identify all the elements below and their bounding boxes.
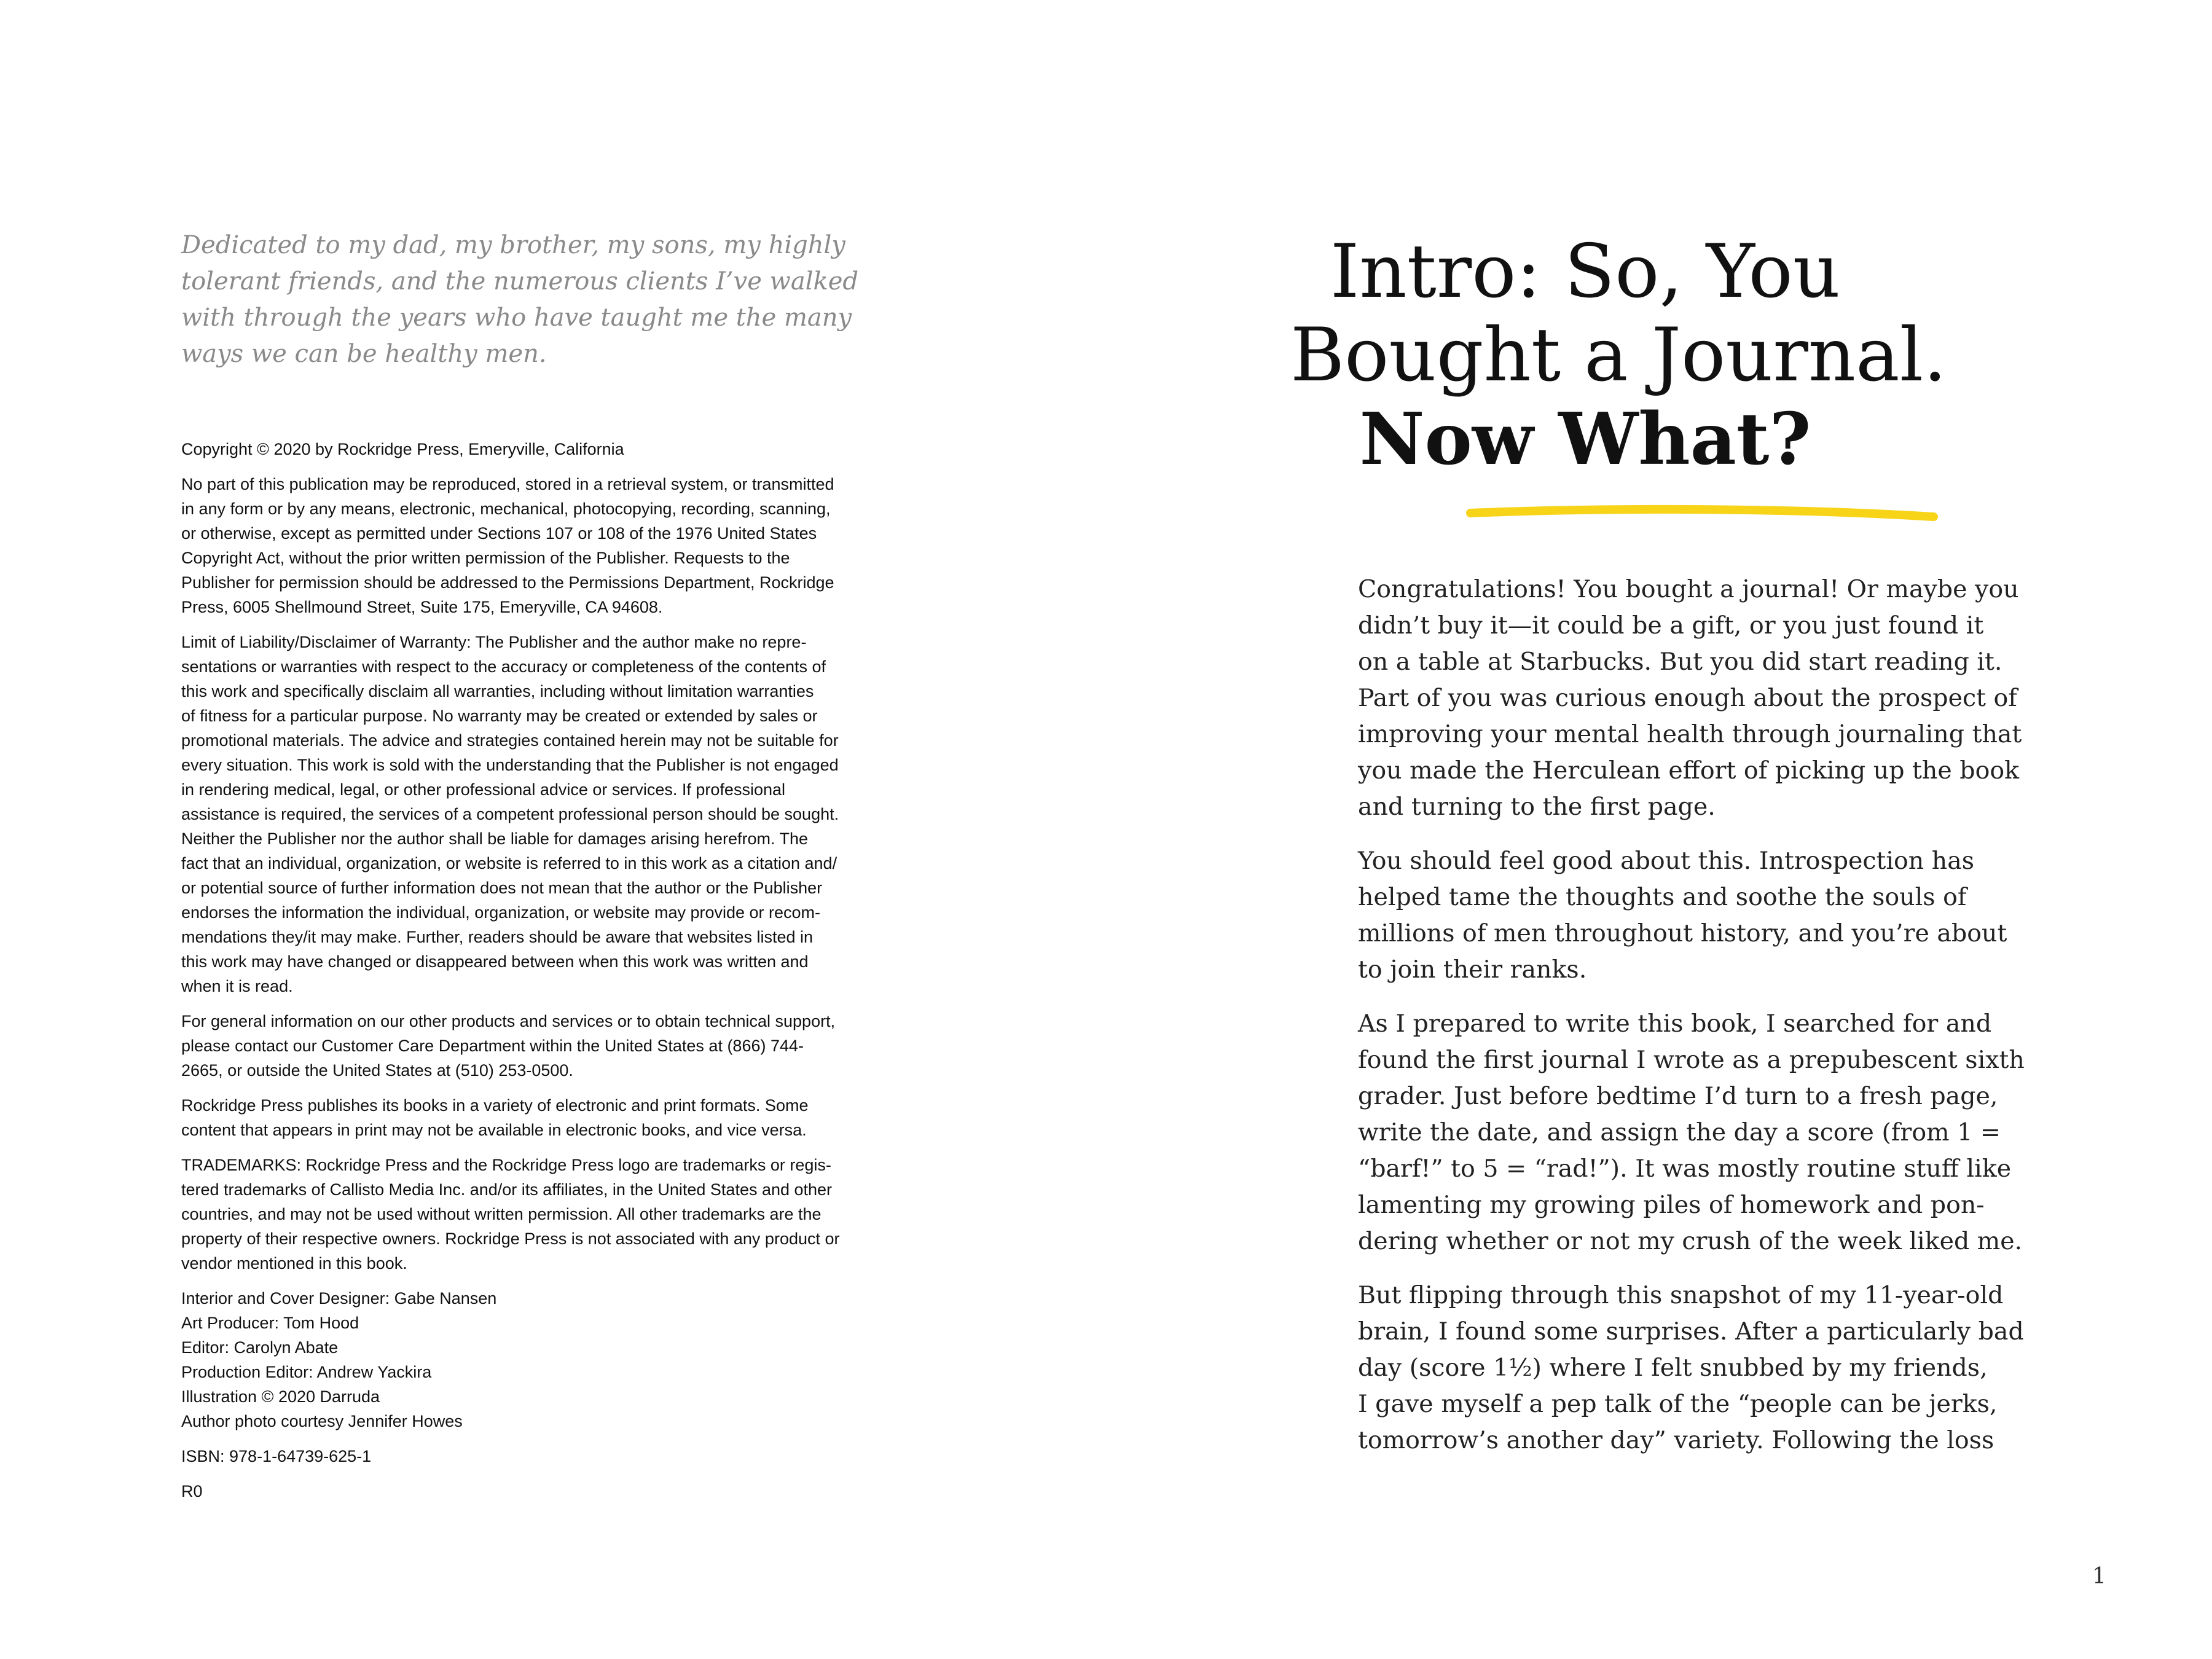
text-line: R0 — [181, 1482, 203, 1500]
page-number: 1 — [2092, 1564, 2106, 1589]
yellow-underline — [1465, 501, 1939, 525]
body-paragraph — [1358, 843, 2095, 988]
title-line: Intro: So, You — [1330, 229, 1841, 315]
text-line: Press, 6005 Shellmound Street, Suite 175, Emeryville, CA 94608. — [181, 598, 663, 616]
body-paragraph — [1358, 1006, 2095, 1260]
text-line: Interior and Cover Designer: Gabe Nansen — [181, 1289, 497, 1308]
text-line: improving your mental health through journaling that — [1358, 720, 2022, 748]
text-line: Editor: Carolyn Abate — [181, 1338, 339, 1357]
text-line: TRADEMARKS: Rockridge Press and the Rockridge Press logo are trademarks or regis- — [181, 1156, 831, 1174]
text-line: you made the Herculean effort of picking up the book — [1358, 756, 2020, 785]
text-line: on a table at Starbucks. But you did start reading it. — [1358, 648, 2002, 676]
text-line: countries, and may not be used without written permission. All other trademarks are the — [181, 1205, 822, 1223]
copyright-paragraph — [181, 1286, 906, 1433]
text-line: You should feel good about this. Introspection has — [1358, 847, 1975, 875]
copyright-paragraph — [181, 437, 906, 461]
copyright-paragraph — [181, 1444, 906, 1469]
text-line: this work may have changed or disappeared between when this work was written and — [181, 952, 809, 971]
text-line: of fitness for a particular purpose. No warranty may be created or extended by sales or — [181, 707, 818, 725]
text-line: helped tame the thoughts and soothe the souls of — [1358, 883, 1967, 911]
dedication-line: tolerant friends, and the numerous clients I’ve walked — [181, 267, 858, 296]
text-line: or potential source of further information does not mean that the author or the Publisher — [181, 879, 823, 897]
text-line: Copyright Act, without the prior written permission of the Publisher. Requests to the — [181, 549, 790, 567]
text-line: or otherwise, except as permitted under Sections 107 or 108 of the 1976 United States — [181, 524, 817, 543]
text-line: Limit of Liability/Disclaimer of Warranty: The Publisher and the author make no repre- — [181, 633, 807, 651]
text-line: mendations they/it may make. Further, readers should be aware that websites listed in — [181, 928, 814, 946]
text-line: Neither the Publisher nor the author shall be liable for damages arising herefrom. The — [181, 830, 809, 848]
text-line: But flipping through this snapshot of my 11-year-old — [1358, 1281, 2004, 1309]
text-line: endorses the information the individual, organization, or website may provide or recom- — [181, 903, 821, 922]
text-line: Art Producer: Tom Hood — [181, 1314, 359, 1332]
right-page — [1106, 0, 2212, 1659]
text-line: I gave myself a pep talk of the “people can be jerks, — [1358, 1390, 1998, 1418]
text-line: Copyright © 2020 by Rockridge Press, Emeryville, California — [181, 440, 624, 458]
text-line: day (score 1½) where I felt snubbed by my friends, — [1358, 1354, 1988, 1382]
dedication-line: Dedicated to my dad, my brother, my sons, my highly — [181, 231, 845, 259]
text-line: 2665, or outside the United States at (510) 253-0500. — [181, 1061, 573, 1080]
title-emphasis: Now What? — [1359, 398, 1811, 481]
text-line: in rendering medical, legal, or other professional advice or services. If professional — [181, 780, 785, 799]
text-line: millions of men throughout history, and you’re about — [1358, 919, 2007, 947]
chapter-title — [1290, 229, 1947, 481]
text-line: content that appears in print may not be available in electronic books, and vice versa. — [181, 1121, 807, 1139]
title-line: Bought a Journal. — [1290, 313, 1947, 398]
text-line: please contact our Customer Care Department within the United States at (866) 744- — [181, 1037, 804, 1055]
body-text — [1358, 571, 2095, 1477]
body-paragraph — [1358, 571, 2095, 825]
text-line: lamenting my growing piles of homework and pon- — [1358, 1191, 1985, 1219]
text-line: Part of you was curious enough about the prospect of — [1358, 684, 2017, 712]
text-line: in any form or by any means, electronic, mechanical, photocopying, recording, scanning, — [181, 500, 831, 518]
text-line: and turning to the first page. — [1358, 793, 1716, 821]
text-line: Illustration © 2020 Darruda — [181, 1387, 380, 1406]
dedication-line: with through the years who have taught me the many — [181, 304, 852, 332]
text-line: assistance is required, the services of a competent professional person should be sought. — [181, 805, 839, 823]
text-line: Author photo courtesy Jennifer Howes — [181, 1412, 463, 1430]
text-line: property of their respective owners. Rockridge Press is not associated with any product or — [181, 1230, 840, 1248]
text-line: tomorrow’s another day” variety. Following the loss — [1358, 1426, 1994, 1454]
text-line: didn’t buy it—it could be a gift, or you just found it — [1358, 611, 1984, 640]
copyright-paragraph — [181, 1479, 906, 1504]
text-line: promotional materials. The advice and strategies contained herein may not be suitable for — [181, 731, 839, 750]
text-line: brain, I found some surprises. After a particularly bad — [1358, 1317, 2024, 1346]
text-line: every situation. This work is sold with the understanding that the Publisher is not engaged — [181, 756, 839, 774]
text-line: grader. Just before bedtime I’d turn to a fresh page, — [1358, 1082, 1998, 1110]
text-line: ISBN: 978-1-64739-625-1 — [181, 1447, 372, 1465]
text-line: As I prepared to write this book, I searched for and — [1358, 1010, 1992, 1038]
text-line: this work and specifically disclaim all warranties, including without limitation warranties — [181, 682, 814, 700]
text-line: Rockridge Press publishes its books in a variety of electronic and print formats. Some — [181, 1096, 809, 1115]
text-line: No part of this publication may be reproduced, stored in a retrieval system, or transmitted — [181, 475, 834, 493]
text-line: to join their ranks. — [1358, 955, 1587, 984]
body-paragraph — [1358, 1277, 2095, 1459]
text-line: found the first journal I wrote as a prepubescent sixth — [1358, 1046, 2025, 1074]
text-line: fact that an individual, organization, or website is referred to in this work as a citation and/ — [181, 854, 837, 873]
text-line: Congratulations! You bought a journal! Or maybe you — [1358, 575, 2019, 603]
copyright-paragraph — [181, 1093, 906, 1142]
copyright-paragraph — [181, 472, 906, 619]
text-line: dering whether or not my crush of the week liked me. — [1358, 1227, 2023, 1255]
text-line: Production Editor: Andrew Yackira — [181, 1363, 432, 1381]
text-line: vendor mentioned in this book. — [181, 1254, 407, 1273]
copyright-paragraph — [181, 630, 906, 998]
text-line: when it is read. — [181, 977, 293, 995]
text-line: For general information on our other products and services or to obtain technical support, — [181, 1012, 836, 1030]
text-line: write the date, and assign the day a score (from 1 = — [1358, 1118, 2001, 1147]
copyright-block — [181, 437, 906, 1514]
text-line: Publisher for permission should be addressed to the Permissions Department, Rockridge — [181, 573, 834, 592]
copyright-paragraph — [181, 1009, 906, 1083]
dedication — [181, 227, 906, 372]
text-line: “barf!” to 5 = “rad!”). It was mostly routine stuff like — [1358, 1155, 2012, 1183]
copyright-paragraph — [181, 1153, 906, 1276]
text-line: sentations or warranties with respect to the accuracy or completeness of the contents of — [181, 657, 826, 676]
text-line: tered trademarks of Callisto Media Inc. and/or its affiliates, in the United States and other — [181, 1180, 833, 1199]
dedication-line: ways we can be healthy men. — [181, 340, 547, 368]
